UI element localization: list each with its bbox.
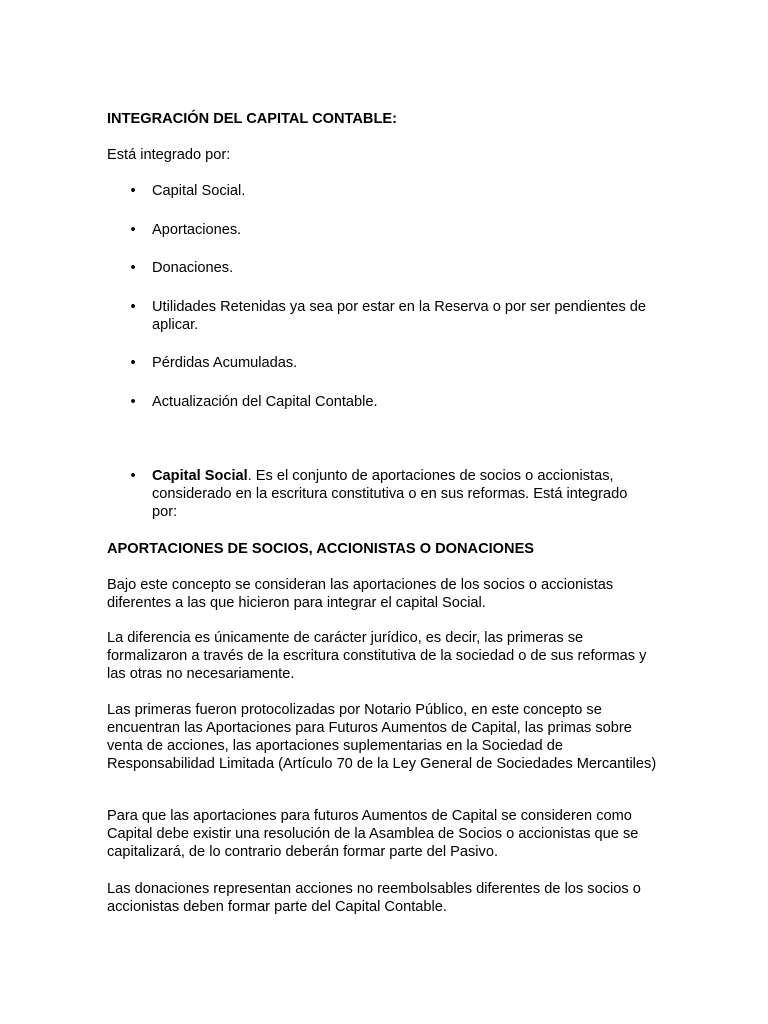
list-item-text: Donaciones. [152, 260, 234, 276]
bullet-icon: • [130, 222, 136, 238]
bullet-icon: • [130, 394, 136, 410]
paragraph: La diferencia es únicamente de carácter jurídico, es decir, las primeras se formalizaron a través de la escritura constitutiva de la sociedad o de sus reformas y las otras no necesariamente. [107, 630, 647, 682]
list-item-text: Capital Social. [152, 183, 246, 199]
paragraph: Bajo este concepto se consideran las aportaciones de los socios o accionistas diferentes a las que hicieron para integrar el capital Social. [107, 577, 614, 611]
list-item-text: Aportaciones. [152, 222, 242, 238]
bullet-icon: • [130, 299, 136, 315]
bullet-icon: • [130, 260, 136, 276]
list-item-text: Utilidades Retenidas ya sea por estar en la Reserva o por ser pendientes de aplicar. [152, 299, 647, 333]
paragraph: Las primeras fueron protocolizadas por Notario Público, en este concepto se encuentran las Aportaciones para Futuros Aumentos de Capital, las primas sobre venta de acciones, las aportaciones suplementarias en la Sociedad de Responsabilidad Limitada (Artículo 70 de la Ley General de Sociedades Mercantiles) [107, 702, 657, 772]
paragraph: Las donaciones representan acciones no reembolsables diferentes de los socios o accionistas deben formar parte del Capital Contable. [107, 881, 641, 915]
list-item-text: Actualización del Capital Contable. [152, 394, 378, 410]
bullet-icon: • [130, 468, 136, 484]
capital-social-term: Capital Social [152, 468, 248, 484]
paragraph: Para que las aportaciones para futuros Aumentos de Capital se consideren como Capital debe existir una resolución de la Asamblea de Socios o accionistas que se capitalizará, de lo contrario deberán formar parte del Pasivo. [107, 808, 639, 860]
list-item-text: Pérdidas Acumuladas. [152, 355, 298, 371]
intro-text: Está integrado por: [107, 147, 231, 163]
capital-social-definition [152, 467, 652, 521]
bullet-icon: • [130, 183, 136, 199]
bullet-icon: • [130, 355, 136, 371]
section-title-aportaciones: APORTACIONES DE SOCIOS, ACCIONISTAS O DONACIONES [107, 541, 535, 557]
capital-social-text: . Es el conjunto de aportaciones de socios o accionistas, considerado en la escritura constitutiva o en sus reformas. Está integrado por: [152, 468, 628, 520]
section-title-integracion: INTEGRACIÓN DEL CAPITAL CONTABLE: [107, 111, 397, 127]
